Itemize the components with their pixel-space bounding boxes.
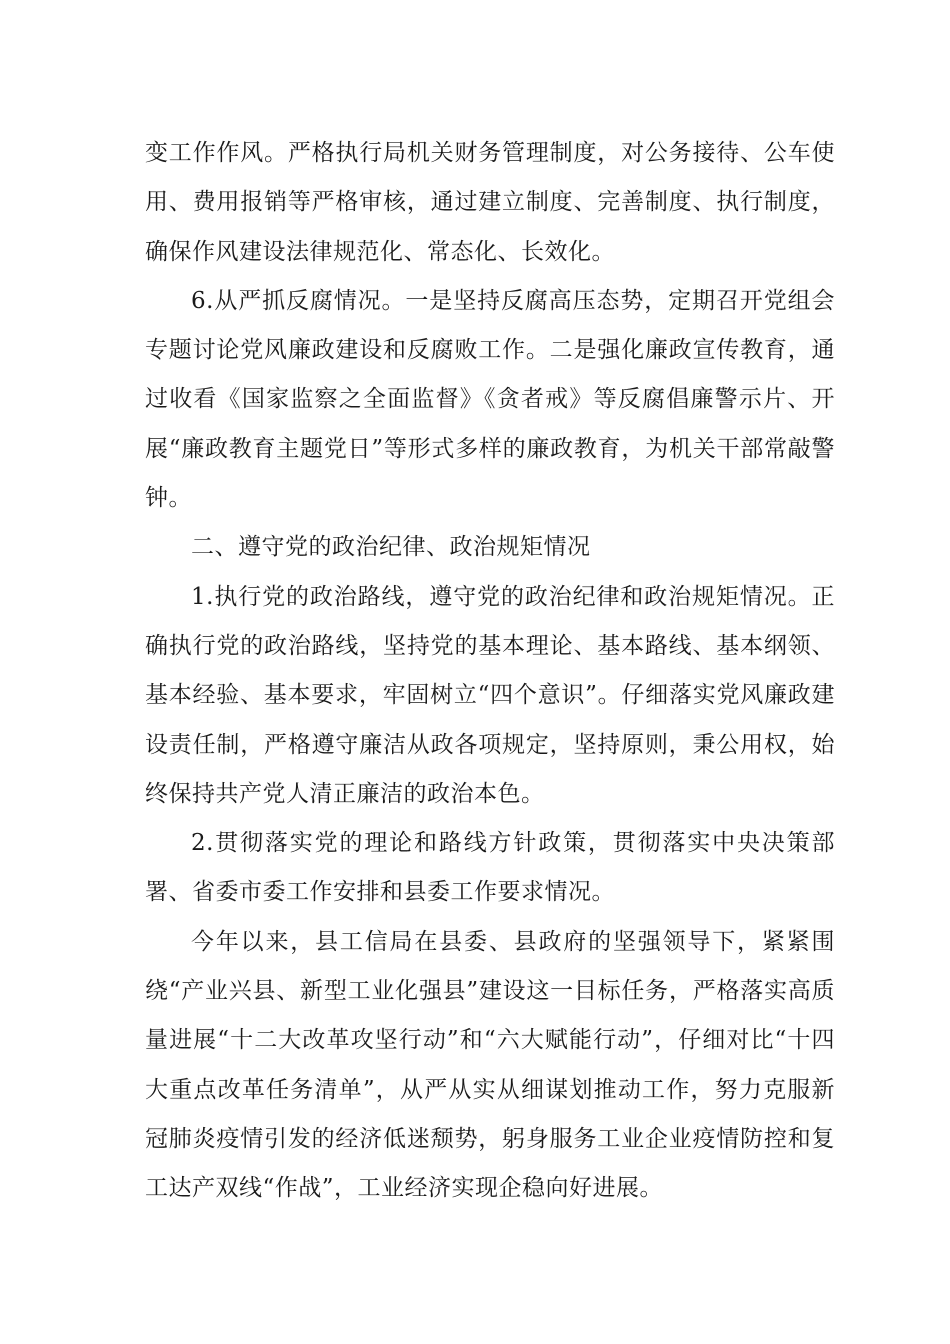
paragraph-this-year: 今年以来，县工信局在县委、县政府的坚强领导下，紧紧围绕“产业兴县、新型工业化强县”建设这一目标任务，严格落实高质量进展“十二大改革攻坚行动”和“六大赋能行动”，仔细对比“十四大重点改革任务清单”，从严从实从细谋划推动工作，努力克服新冠肺炎疫情引发的经济低迷颓势，躬身服务工业企业疫情防控和复工达产双线“作战”，工业经济实现企稳向好进展。: [145, 928, 835, 1202]
paragraph-implementation: 2.贯彻落实党的理论和路线方针政策，贯彻落实中央决策部署、省委市委工作安排和县委工作要求情况。: [145, 830, 835, 906]
document-body: [145, 129, 835, 1214]
section-heading-political-discipline: 二、遵守党的政治纪律、政治规矩情况: [191, 534, 591, 561]
paragraph-anti-corruption: 6.从严抓反腐情况。一是坚持反腐高压态势，定期召开党组会专题讨论党风廉政建设和反腐败工作。二是强化廉政宣传教育，通过收看《国家监察之全面监督》《贪者戒》等反腐倡廉警示片、开展“廉政教育主题党日”等形式多样的廉政教育，为机关干部常敲警钟。: [145, 287, 835, 512]
paragraph-work-style: 变工作作风。严格执行局机关财务管理制度，对公务接待、公车使用、费用报销等严格审核，通过建立制度、完善制度、执行制度，确保作风建设法律规范化、常态化、长效化。: [145, 140, 835, 265]
paragraph-political-line: 1.执行党的政治路线，遵守党的政治纪律和政治规矩情况。正确执行党的政治路线，坚持党的基本理论、基本路线、基本纲领、基本经验、基本要求，牢固树立“四个意识”。仔细落实党风廉政建设责任制，严格遵守廉洁从政各项规定，坚持原则，秉公用权，始终保持共产党人清正廉洁的政治本色。: [145, 583, 835, 807]
